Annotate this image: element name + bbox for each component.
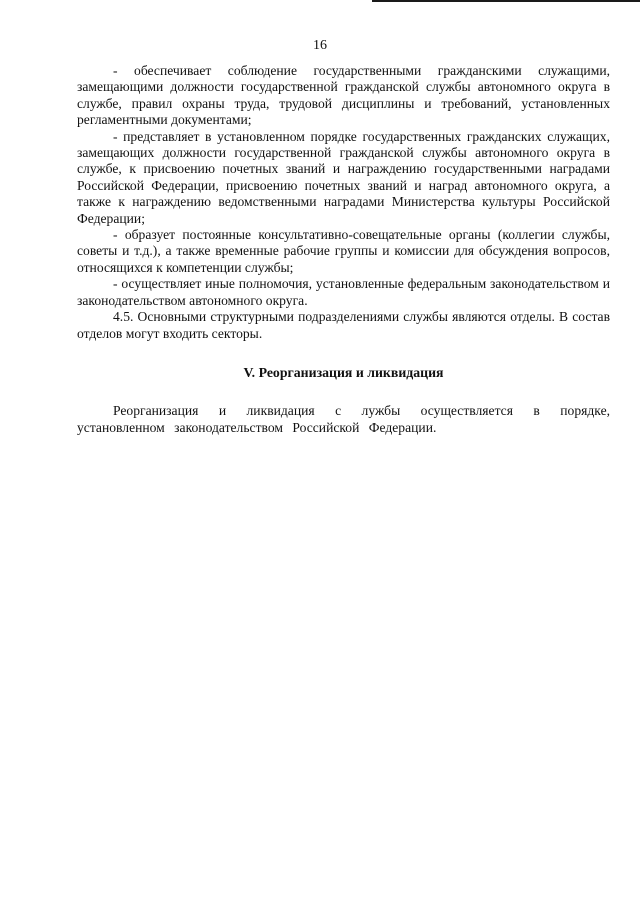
- paragraph-awards: - представляет в установленном порядке государственных гражданских служащих, замещающих должности государственной гражданской службы автономного округа в службе, к присвоению почетных званий и награждению государственными наградами Российской Федерации, присвоению почетных званий и наград автономного округа, а также к награждению ведомственными наградами Министерства культуры Российской Федерации;: [77, 128, 610, 226]
- paragraph-other-powers: - осуществляет иные полномочия, установленные федеральным законодательством и законодательством автономного округа.: [77, 276, 610, 308]
- top-border-line: [372, 0, 640, 2]
- document-body: [77, 63, 610, 436]
- paragraph-reorganization: Реорганизация и ликвидация с лужбы осуществляется в порядке, установленном законодательством Российской Федерации.: [77, 403, 610, 435]
- paragraph-labor-discipline: - обеспечивает соблюдение государственными гражданскими служащими, замещающими должности государственной гражданской службы автономного округа в службе, правил охраны труда, трудовой дисциплины и требований, установленных регламентными документами;: [77, 63, 610, 128]
- paragraph-structural-units: 4.5. Основными структурными подразделениями службы являются отделы. В состав отделов могут входить секторы.: [77, 309, 610, 341]
- page-number: 16: [313, 38, 327, 53]
- paragraph-advisory-bodies: - образует постоянные консультативно-совещательные органы (коллегии службы, советы и т.д.), а также временные рабочие группы и комиссии для обсуждения вопросов, относящихся к компетенции службы;: [77, 227, 610, 275]
- section-heading: V. Реорганизация и ликвидация: [243, 364, 444, 380]
